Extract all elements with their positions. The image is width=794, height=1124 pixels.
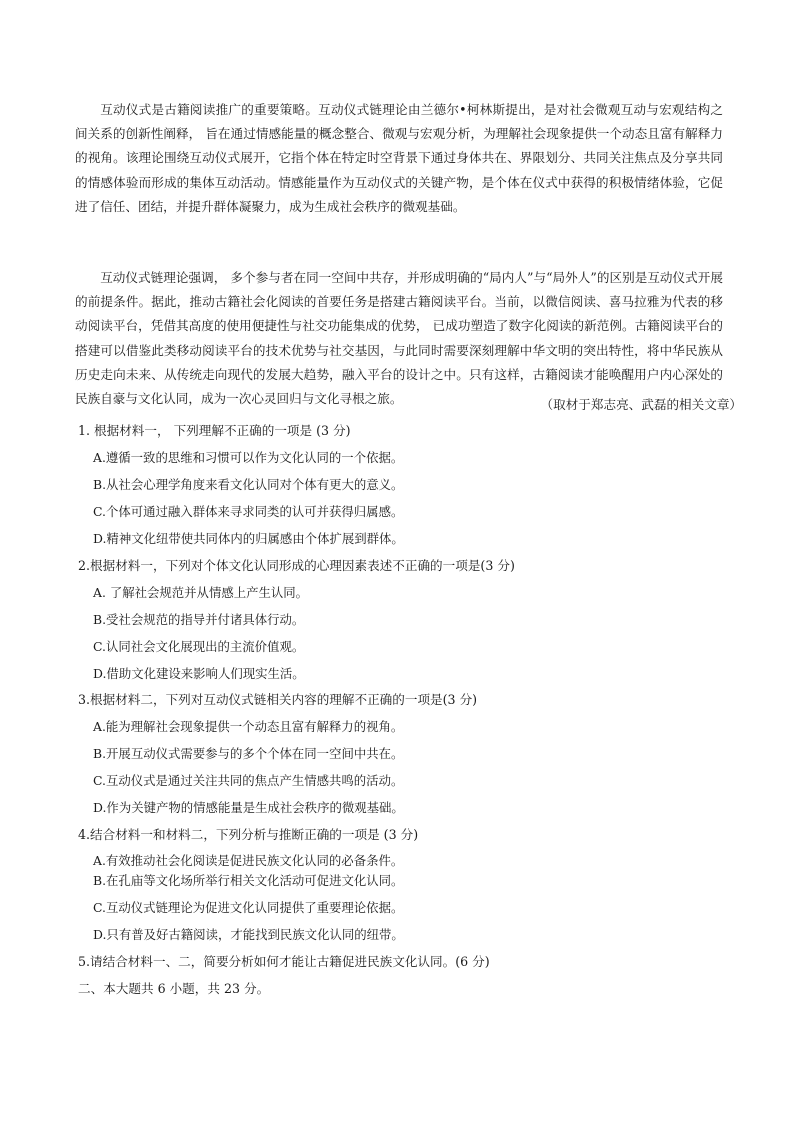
question-1-option-b: B.从社会心理学角度来看文化认同对个体有更大的意义。 bbox=[93, 477, 404, 492]
question-2-option-c: C.认同社会文化展现出的主流价值观。 bbox=[93, 639, 305, 654]
question-4-option-b: B.在孔庙等文化场所举行相关文化活动可促进文化认同。 bbox=[93, 873, 404, 888]
material-source: （取材于郑志亮、武磊的相关文章） bbox=[540, 397, 742, 412]
question-4-option-d: D.只有普及好古籍阅读，才能找到民族文化认同的纽带。 bbox=[93, 927, 404, 942]
question-3-option-d: D.作为关键产物的情感能量是生成社会秩序的微观基础。 bbox=[93, 800, 404, 815]
material-paragraph-1: 互动仪式是古籍阅读推广的重要策略。互动仪式链理论由兰德尔•柯林斯提出，是对社会微观互动与宏观结构之间关系的创新性阐释， 旨在通过情感能量的概念整合、微观与宏观分析，为理解社会现象提供一个动态且富有解释力的视角。该理论围绕互动仪式展开，它指个体在特定时空背景下通过身体共在、界限划分、共同关注焦点及分享共同的情感体验而形成的集体互动活动。情感能量作为互动仪式的关键产物，是个体在仪式中获得的积极情绪体验，它促进了信任、团结，并提升群体凝聚力，成为生成社会秩序的微观基础。 bbox=[75, 102, 723, 214]
question-4-stem: 4.结合材料一和材料二，下列分析与推断正确的一项是 (3 分) bbox=[78, 827, 419, 842]
section-2-heading: 二、本大题共 6 小题，共 23 分。 bbox=[78, 981, 270, 996]
question-3-option-b: B.开展互动仪式需要参与的多个个体在同一空间中共在。 bbox=[93, 746, 404, 761]
question-2-option-b: B.受社会规范的指导并付诸具体行动。 bbox=[93, 612, 305, 627]
question-1-option-a: A.遵循一致的思维和习惯可以作为文化认同的一个依据。 bbox=[93, 450, 404, 465]
question-2-option-d: D.借助文化建设来影响人们现实生活。 bbox=[93, 666, 305, 681]
question-3-option-c: C.互动仪式是通过关注共同的焦点产生情感共鸣的活动。 bbox=[93, 773, 404, 788]
question-5-stem: 5.请结合材料一、二，简要分析如何才能让古籍促进民族文化认同。(6 分) bbox=[78, 954, 490, 969]
question-1-stem: 1. 根据材料一， 下列理解不正确的一项是 (3 分) bbox=[78, 423, 351, 438]
material-paragraph-2: 互动仪式链理论强调， 多个参与者在同一空间中共存，并形成明确的“局内人”与“局外人”的区别是互动仪式开展的前提条件。据此，推动古籍社会化阅读的首要任务是搭建古籍阅读平台。当前，以微信阅读、喜马拉雅为代表的移动阅读平台，凭借其高度的使用便捷性与社交功能集成的优势， 已成功塑造了数字化阅读的新范例。古籍阅读平台的搭建可以借鉴此类移动阅读平台的技术优势与社交基因，与此同时需要深刻理解中华文明的突出特性，将中华民族从历史走向未来、从传统走向现代的发展大趋势，融入平台的设计之中。只有这样，古籍阅读才能唤醒用户内心深处的民族自豪与文化认同，成为一次心灵回归与文化寻根之旅。 bbox=[75, 270, 723, 407]
question-4-option-a: A.有效推动社会化阅读是促进民族文化认同的必备条件。 bbox=[93, 853, 404, 868]
question-2-option-a: A. 了解社会规范并从情感上产生认同。 bbox=[93, 585, 309, 600]
question-1-option-c: C.个体可通过融入群体来寻求同类的认可并获得归属感。 bbox=[93, 504, 404, 519]
question-4-option-c: C.互动仪式链理论为促进文化认同提供了重要理论依据。 bbox=[93, 900, 404, 915]
question-3-option-a: A.能为理解社会现象提供一个动态且富有解释力的视角。 bbox=[93, 719, 404, 734]
question-2-stem: 2.根据材料一，下列对个体文化认同形成的心理因素表述不正确的一项是(3 分) bbox=[78, 558, 515, 573]
question-3-stem: 3.根据材料二，下列对互动仪式链相关内容的理解不正确的一项是(3 分) bbox=[78, 692, 478, 707]
question-1-option-d: D.精神文化纽带使共同体内的归属感由个体扩展到群体。 bbox=[93, 531, 404, 546]
